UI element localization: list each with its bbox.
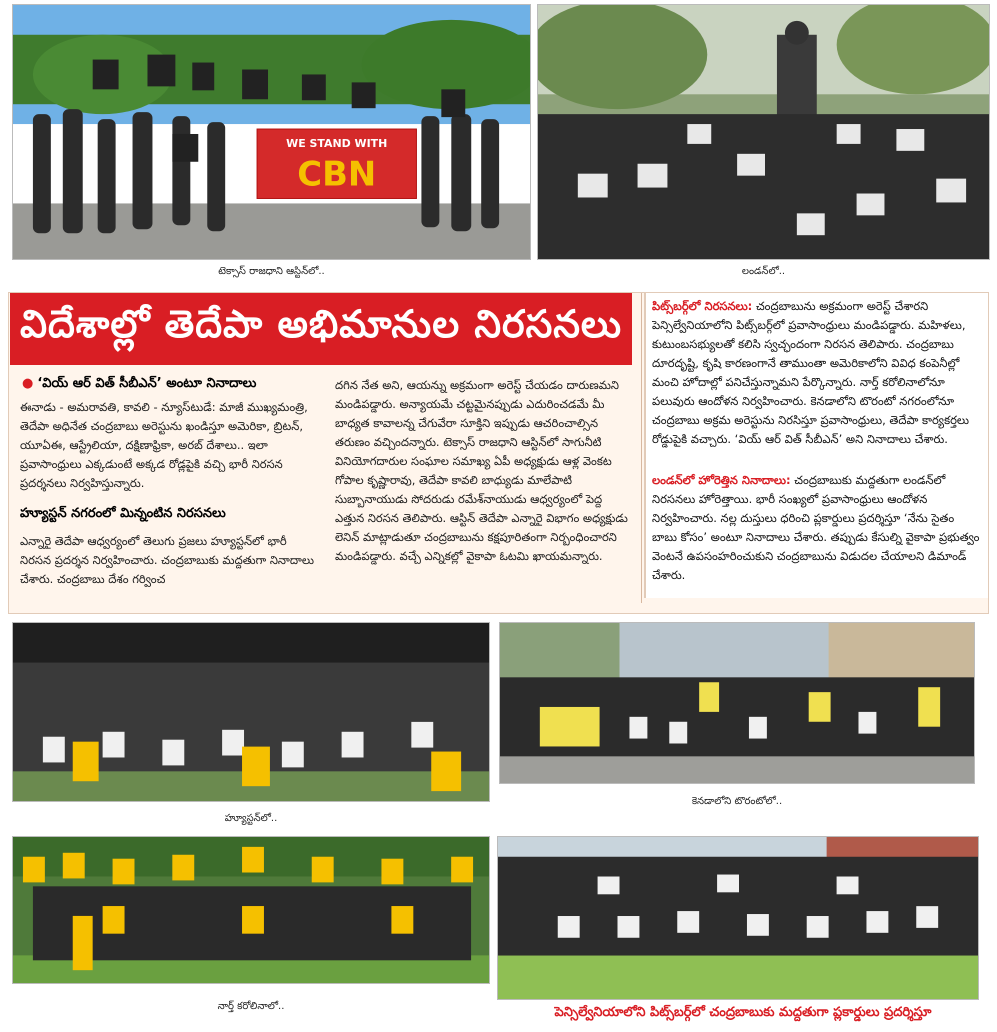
photo-london bbox=[537, 4, 990, 260]
caption-london: లండన్‌లో.. bbox=[741, 266, 786, 277]
article-para-3 bbox=[335, 376, 631, 594]
photo-toronto bbox=[499, 622, 975, 784]
caption-houston: హ్యూస్టన్‌లో.. bbox=[224, 813, 278, 824]
page-title: విదేశాల్లో తెదేపా అభిమానుల నిరసనలు bbox=[10, 293, 632, 365]
photo-austin bbox=[12, 4, 531, 260]
subhead-slogans-text: ‘వియ్ ఆర్ విత్ సీబీఎన్’ అంటూ నినాదాలు bbox=[37, 376, 257, 391]
subhead-houston: హ్యూస్టన్ నగరంలో మిన్నంటిన నిరసనలు bbox=[20, 506, 226, 521]
caption-toronto: కెనడాలోని టొరంటోలో.. bbox=[691, 796, 783, 807]
caption-north-carolina: నార్త్ కరోలినాలో.. bbox=[217, 1001, 285, 1012]
banner-line1: WE STAND WITH bbox=[286, 136, 388, 150]
sidebar-para-1-text: చంద్రబాబును అక్రమంగా అరెస్ట్ చేశారని పెన్సిల్వేనియాలోని పిట్స్‌బర్గ్‌లో ప్రవాసాంధ్రులు మండిపడ్డారు. మహిళలు, కుటుంబసభ్యులతో కలిసి స్వచ్ఛందంగా నిరసన తెలిపారు. చంద్రబాబు దూరదృష్టి, కృషి కారణంగానే తాముంతా అమెరికాలోని వివిధ కంపెనీల్లో మంచి హోదాల్లో పనిచేస్తున్నామని పేర్కొన్నారు. నార్త్ కరోలినాలోనూ పలువురు ఆందోళన నిర్వహించారు. కెనడాలోని టొరంటో నగరంలోనూ చంద్రబాబు అక్రమ అరెస్టును నిరసిస్తూ ప్రవాసాంధ్రులు, తెదేపా కార్యకర్తలు రోడ్డుపైకి వచ్చారు. ‘వియ్ ఆర్ విత్ సీబీఎన్’ అని నినాదాలు చేశారు. bbox=[652, 299, 970, 446]
sidebar-para-2 bbox=[652, 471, 982, 589]
sidebar-para-1 bbox=[652, 297, 982, 465]
banner-line2: CBN bbox=[297, 154, 377, 194]
sidebar-para-2-lead: లండన్‌లో హోరెత్తిన నినాదాలు: bbox=[652, 473, 791, 487]
article-para-2 bbox=[20, 532, 320, 592]
caption-austin: టెక్సాస్ రాజధాని ఆస్టిన్‌లో.. bbox=[218, 266, 325, 277]
sidebar-box bbox=[644, 293, 988, 598]
column-divider bbox=[641, 293, 642, 603]
subhead-slogans bbox=[22, 376, 256, 394]
bullet-icon: ● bbox=[22, 376, 34, 391]
photo-north-carolina bbox=[12, 836, 490, 984]
photo-houston bbox=[12, 622, 490, 802]
article-para-1 bbox=[20, 398, 320, 494]
article-para-2-text: ఎన్నారై తెదేపా ఆధ్వర్యంలో తెలుగు ప్రజలు హ్యూస్టన్‌లో భారీ నిరసన ప్రదర్శన నిర్వహించారు. చంద్రబాబుకు మద్దతుగా నినాదాలు చేశారు. చంద్రబాబు దేశం గర్వించ bbox=[20, 534, 314, 586]
article-para-1-text: ఈనాడు - అమరావతి, కావలి - న్యూస్‌టుడే: మాజీ ముఖ్యమంత్రి, తెదేపా అధినేత చంద్రబాబు అరెస్టును ఖండిస్తూ అమెరికా, బ్రిటన్, యూఏఈ, ఆస్ట్రేలియా, దక్షిణాఫ్రికా, అరబ్ దేశాలు.. ఇలా ప్రవాసాంధ్రులు ఎక్కడుంటే అక్కడ రోడ్లపైకి వచ్చి భారీ నిరసన ప్రదర్శనలు నిర్వహిస్తున్నారు. bbox=[20, 400, 308, 490]
photo-pittsburgh bbox=[497, 836, 979, 1000]
article-para-3-text: దగిన నేత అని, ఆయన్ను అక్రమంగా అరెస్ట్ చేయడం దారుణమని మండిపడ్డారు. అన్యాయమే చట్టమైనప్పుడు ఎదురించడమే మీ బాధ్యత కావాలన్న చేగువేరా సూక్తిని ఇప్పుడు ఆచరించాల్సిన తరుణం వచ్చిందన్నారు. టెక్సాస్ రాజధాని ఆస్టిన్‌లో సాగునీటి వినియోగదారుల సంఘాల సమాఖ్య ఏపీ అధ్యక్షుడు ఆళ్ల వెంకట గోపాల కృష్ణారావు, తెదేపా కావలి బాధ్యుడు మాలేపాటి సుబ్బానాయుడు సోదరుడు రమేశ్‌నాయుడు ఆధ్వర్యంలో పెద్ద ఎత్తున నిరసన తెలిపారు. ఆస్టిన్ తెదేపా ఎన్నారై విభాగం అధ్యక్షుడు లెనిన్ మాట్లాడుతూ చంద్రబాబును కక్షపూరితంగా నిర్బంధించారని మండిపడ్డారు. వచ్చే ఎన్నికల్లో వైకాపా ఓటమి ఖాయమన్నారు. bbox=[335, 378, 628, 563]
sidebar-para-1-lead: పిట్స్‌బర్గ్‌లో నిరసనలు: bbox=[652, 299, 753, 313]
sidebar-para-2-text: చంద్రబాబుకు మద్దతుగా లండన్‌లో నిరసనలు హోరెత్తాయి. భారీ సంఖ్యలో ప్రవాసాంధ్రులు ఆందోళన నిర్వహించారు. నల్ల దుస్తులు ధరించి ప్లకార్డులు ప్రదర్శిస్తూ ‘నేను సైతం బాబు కోసం’ అంటూ నినాదాలు చేశారు. తప్పుడు కేసుల్ని వైకాపా ప్రభుత్వం వెంటనే ఉపసంహరించుకుని చంద్రబాబును విడుదల చేయాలని డిమాండ్ చేశారు. bbox=[652, 473, 980, 582]
caption-pittsburgh: పెన్సిల్వేనియాలోని పిట్స్‌బర్గ్‌లో చంద్రబాబుకు మద్దతుగా ప్లకార్డులు ప్రదర్శిస్తూ bbox=[554, 1005, 932, 1020]
